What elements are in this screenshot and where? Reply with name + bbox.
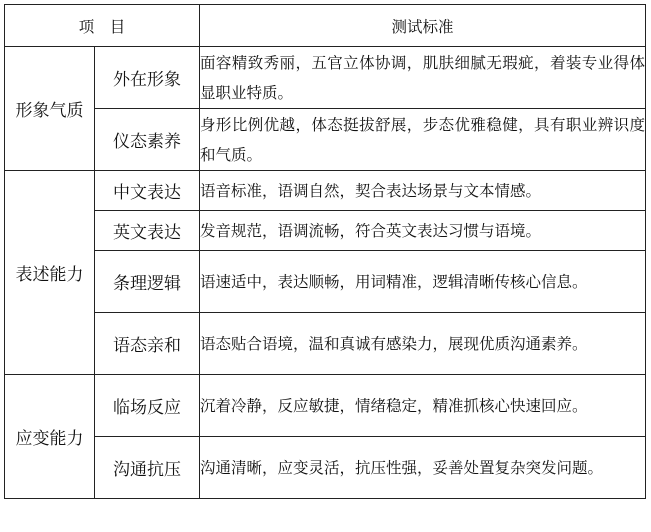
standards-table [4,4,646,499]
standard-text: 身形比例优越，体态挺拔舒展，步态优雅稳健，具有职业辨识度和气质。 [200,109,646,171]
sub-item-label: 语态亲和 [95,313,200,375]
standard-text: 语速适中，表达顺畅，用词精准，逻辑清晰传核心信息。 [200,251,646,313]
table-row [5,47,646,109]
standard-text: 沟通清晰，应变灵活，抗压性强，妥善处置复杂突发问题。 [200,437,646,499]
table-row [5,171,646,211]
sub-item-label: 临场反应 [95,375,200,437]
sub-item-label: 英文表达 [95,211,200,251]
table-row [5,251,646,313]
standard-text: 沉着冷静，反应敏捷，情绪稳定，精准抓核心快速回应。 [200,375,646,437]
table-row [5,211,646,251]
standard-text: 语音标准，语调自然，契合表达场景与文本情感。 [200,171,646,211]
header-row [5,5,646,47]
sub-item-label: 外在形象 [95,47,200,109]
standard-text: 发音规范，语调流畅，符合英文表达习惯与语境。 [200,211,646,251]
table-row [5,313,646,375]
sub-item-label: 条理逻辑 [95,251,200,313]
standard-text: 语态贴合语境，温和真诚有感染力，展现优质沟通素养。 [200,313,646,375]
table-row [5,437,646,499]
header-item: 项 目 [5,5,200,47]
group-label: 表述能力 [5,171,95,375]
sub-item-label: 沟通抗压 [95,437,200,499]
table-row [5,375,646,437]
standard-text: 面容精致秀丽，五官立体协调，肌肤细腻无瑕疵，着装专业得体显职业特质。 [200,47,646,109]
table-row [5,109,646,171]
sub-item-label: 中文表达 [95,171,200,211]
header-standard: 测试标准 [200,5,646,47]
group-label: 应变能力 [5,375,95,499]
sub-item-label: 仪态素养 [95,109,200,171]
group-label: 形象气质 [5,47,95,171]
